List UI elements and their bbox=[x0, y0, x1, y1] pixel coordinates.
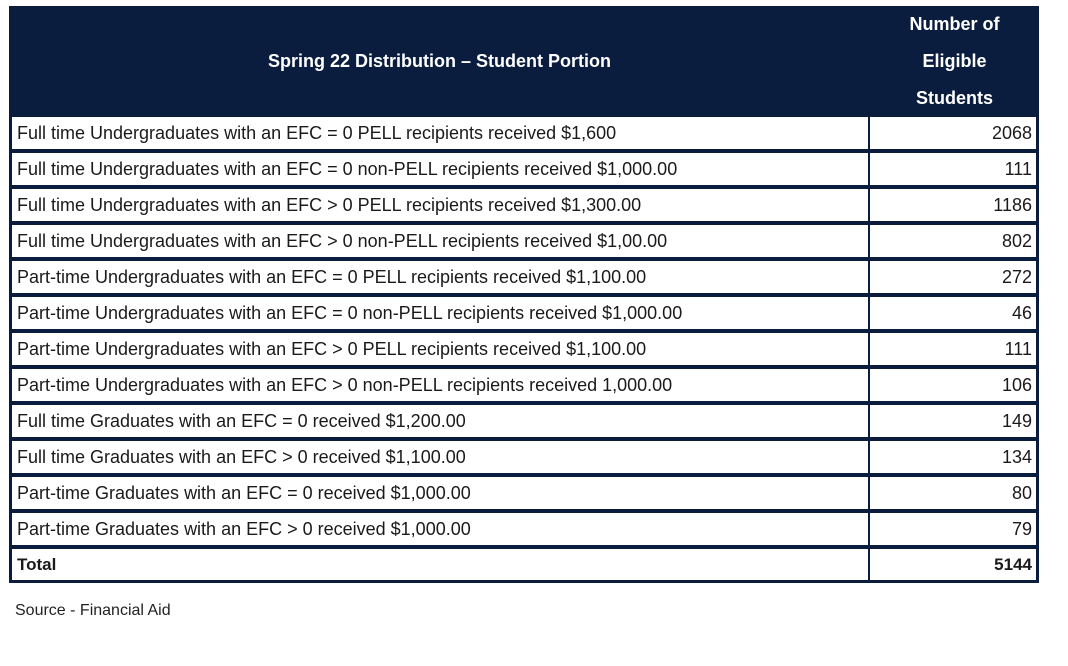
row-count: 1186 bbox=[870, 189, 1039, 225]
eligible-students-header-line: Number of bbox=[909, 14, 1000, 34]
total-label: Total bbox=[9, 549, 870, 583]
table-row bbox=[9, 225, 1039, 261]
row-label: Full time Undergraduates with an EFC = 0 non-PELL recipients received $1,000.00 bbox=[9, 153, 870, 189]
source-note: Source - Financial Aid bbox=[15, 602, 171, 619]
total-count: 5144 bbox=[870, 549, 1039, 583]
table-header-row bbox=[9, 6, 1039, 117]
row-count: 111 bbox=[870, 333, 1039, 369]
eligible-students-header bbox=[870, 6, 1039, 117]
table-row bbox=[9, 261, 1039, 297]
row-label: Full time Undergraduates with an EFC > 0 PELL recipients received $1,300.00 bbox=[9, 189, 870, 225]
table-row bbox=[9, 153, 1039, 189]
table-row bbox=[9, 297, 1039, 333]
eligible-students-header-line: Eligible bbox=[922, 51, 987, 71]
row-count: 134 bbox=[870, 441, 1039, 477]
row-label: Full time Graduates with an EFC > 0 received $1,100.00 bbox=[9, 441, 870, 477]
row-count: 46 bbox=[870, 297, 1039, 333]
row-label: Part-time Graduates with an EFC > 0 received $1,000.00 bbox=[9, 513, 870, 549]
row-count: 802 bbox=[870, 225, 1039, 261]
row-count: 106 bbox=[870, 369, 1039, 405]
row-count: 272 bbox=[870, 261, 1039, 297]
eligible-students-header-line: Students bbox=[915, 88, 993, 108]
table-row bbox=[9, 513, 1039, 549]
table-row bbox=[9, 405, 1039, 441]
row-label: Part-time Undergraduates with an EFC > 0 non-PELL recipients received 1,000.00 bbox=[9, 369, 870, 405]
table-row bbox=[9, 333, 1039, 369]
row-label: Full time Undergraduates with an EFC > 0 non-PELL recipients received $1,00.00 bbox=[9, 225, 870, 261]
row-label: Part-time Undergraduates with an EFC = 0 PELL recipients received $1,100.00 bbox=[9, 261, 870, 297]
table-row bbox=[9, 117, 1039, 153]
row-count: 149 bbox=[870, 405, 1039, 441]
table-row bbox=[9, 189, 1039, 225]
row-count: 79 bbox=[870, 513, 1039, 549]
table-title-header: Spring 22 Distribution – Student Portion bbox=[9, 6, 870, 117]
row-count: 2068 bbox=[870, 117, 1039, 153]
total-row bbox=[9, 549, 1039, 583]
table-row bbox=[9, 441, 1039, 477]
row-label: Full time Undergraduates with an EFC = 0 PELL recipients received $1,600 bbox=[9, 117, 870, 153]
table-row bbox=[9, 369, 1039, 405]
distribution-table-container bbox=[9, 6, 1039, 583]
table-row bbox=[9, 477, 1039, 513]
distribution-table bbox=[9, 6, 1039, 583]
row-count: 111 bbox=[870, 153, 1039, 189]
row-label: Part-time Undergraduates with an EFC = 0 non-PELL recipients received $1,000.00 bbox=[9, 297, 870, 333]
row-count: 80 bbox=[870, 477, 1039, 513]
row-label: Part-time Graduates with an EFC = 0 received $1,000.00 bbox=[9, 477, 870, 513]
row-label: Full time Graduates with an EFC = 0 received $1,200.00 bbox=[9, 405, 870, 441]
row-label: Part-time Undergraduates with an EFC > 0 PELL recipients received $1,100.00 bbox=[9, 333, 870, 369]
